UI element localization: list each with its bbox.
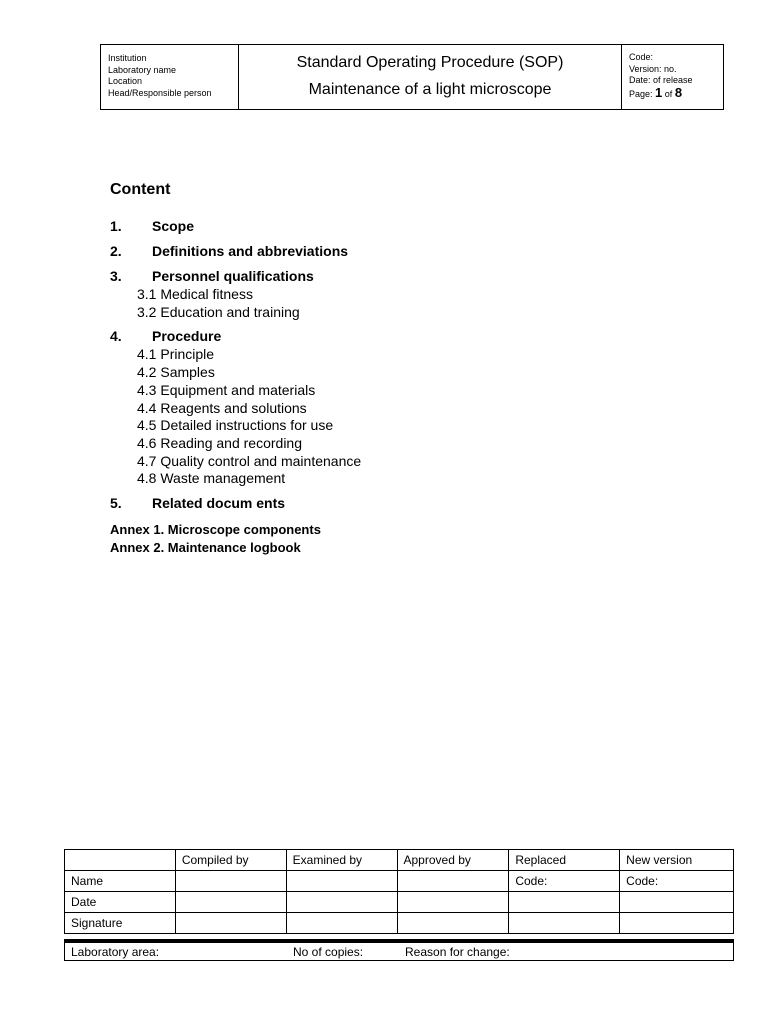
- toc-section-number: 5.: [110, 495, 122, 512]
- table-header-cell: New version: [620, 850, 734, 871]
- document-subtitle: Maintenance of a light microscope: [308, 81, 552, 98]
- page-current: 1: [655, 84, 663, 100]
- table-cell: [286, 871, 397, 892]
- table-row: [65, 871, 734, 892]
- page-of: of: [664, 88, 673, 99]
- table-cell: [509, 892, 620, 913]
- header-meta-block: [622, 45, 723, 109]
- annex-item: Annex 1. Microscope components: [110, 522, 321, 537]
- toc-subsection: 4.1 Principle: [137, 346, 215, 363]
- toc-section-number: 2.: [110, 243, 122, 259]
- toc-subsection: 4.4 Reagents and solutions: [137, 399, 307, 416]
- table-cell: [175, 913, 286, 934]
- table-cell: [397, 913, 509, 934]
- table-cell: [397, 892, 509, 913]
- document-title: Standard Operating Procedure (SOP): [296, 54, 564, 71]
- toc-section: [110, 326, 610, 346]
- table-cell: Name: [65, 871, 176, 892]
- no-of-copies-label: No of copies:: [293, 945, 364, 959]
- table-cell: Code:: [509, 871, 620, 892]
- toc-section-label: Scope: [152, 218, 195, 234]
- table-cell: [175, 892, 286, 913]
- annex-list: [110, 521, 321, 556]
- table-cell: Code:: [620, 871, 734, 892]
- header-page: [629, 84, 723, 101]
- document-header: [100, 44, 724, 110]
- toc-section: [110, 241, 610, 261]
- toc-section-number: 3.: [110, 268, 122, 284]
- table-header-cell: Replaced: [509, 850, 620, 871]
- header-location: Location: [108, 76, 143, 86]
- header-responsible-person: Head/Responsible person: [108, 87, 212, 98]
- table-row: [65, 892, 734, 913]
- header-title-block: [239, 45, 622, 109]
- table-cell: [286, 913, 397, 934]
- toc-subsection: 4.8 Waste management: [137, 470, 286, 487]
- table-cell: [397, 871, 509, 892]
- table-row: [65, 913, 734, 934]
- toc-section-label: Definitions and abbreviations: [152, 243, 349, 259]
- table-header-cell: Compiled by: [175, 850, 286, 871]
- table-cell: [286, 892, 397, 913]
- header-version: Version: no.: [629, 63, 677, 74]
- table-cell: [509, 913, 620, 934]
- toc-subsection: 4.2 Samples: [137, 364, 215, 381]
- toc-section-label: Personnel qualifications: [152, 268, 314, 284]
- toc-subsection: 3.2 Education and training: [137, 303, 300, 320]
- toc-section-label: Related docum ents: [152, 495, 286, 512]
- header-laboratory-name: Laboratory name: [108, 64, 177, 75]
- header-institution: Institution: [108, 53, 147, 63]
- approval-table: [64, 849, 734, 934]
- toc-subsection: 4.7 Quality control and maintenance: [137, 452, 362, 469]
- table-cell: [175, 871, 286, 892]
- reason-for-change-label: Reason for change:: [405, 945, 510, 959]
- table-header-cell: Approved by: [397, 850, 509, 871]
- table-header-row: [65, 850, 734, 871]
- content-heading: Content: [110, 181, 171, 198]
- toc-subsection: 4.5 Detailed instructions for use: [137, 417, 334, 434]
- toc-subsection: 4.6 Reading and recording: [137, 434, 303, 451]
- toc-section-number: 1.: [110, 218, 122, 234]
- table-cell: [620, 892, 734, 913]
- page-label: Page:: [629, 88, 653, 99]
- toc-section-label: Procedure: [152, 328, 222, 345]
- toc-section-number: 4.: [110, 328, 122, 345]
- laboratory-area-label: Laboratory area:: [71, 945, 160, 959]
- header-institution-block: [101, 45, 239, 109]
- page-total: 8: [674, 84, 683, 100]
- toc-section: [110, 266, 610, 286]
- toc-subsection: 4.3 Equipment and materials: [137, 381, 316, 398]
- header-date: Date: of release: [629, 75, 693, 85]
- footer-info-row: [64, 939, 734, 961]
- annex-item: Annex 2. Maintenance logbook: [110, 539, 301, 555]
- table-cell: Date: [65, 892, 176, 913]
- table-cell: Signature: [65, 913, 176, 934]
- table-of-contents: [110, 216, 610, 513]
- table-header-cell: Examined by: [286, 850, 397, 871]
- header-code: Code:: [629, 52, 654, 62]
- toc-subsection: 3.1 Medical fitness: [137, 286, 253, 302]
- table-cell: [620, 913, 734, 934]
- toc-section: [110, 493, 610, 513]
- table-header-cell: [65, 850, 176, 871]
- toc-section: [110, 216, 610, 236]
